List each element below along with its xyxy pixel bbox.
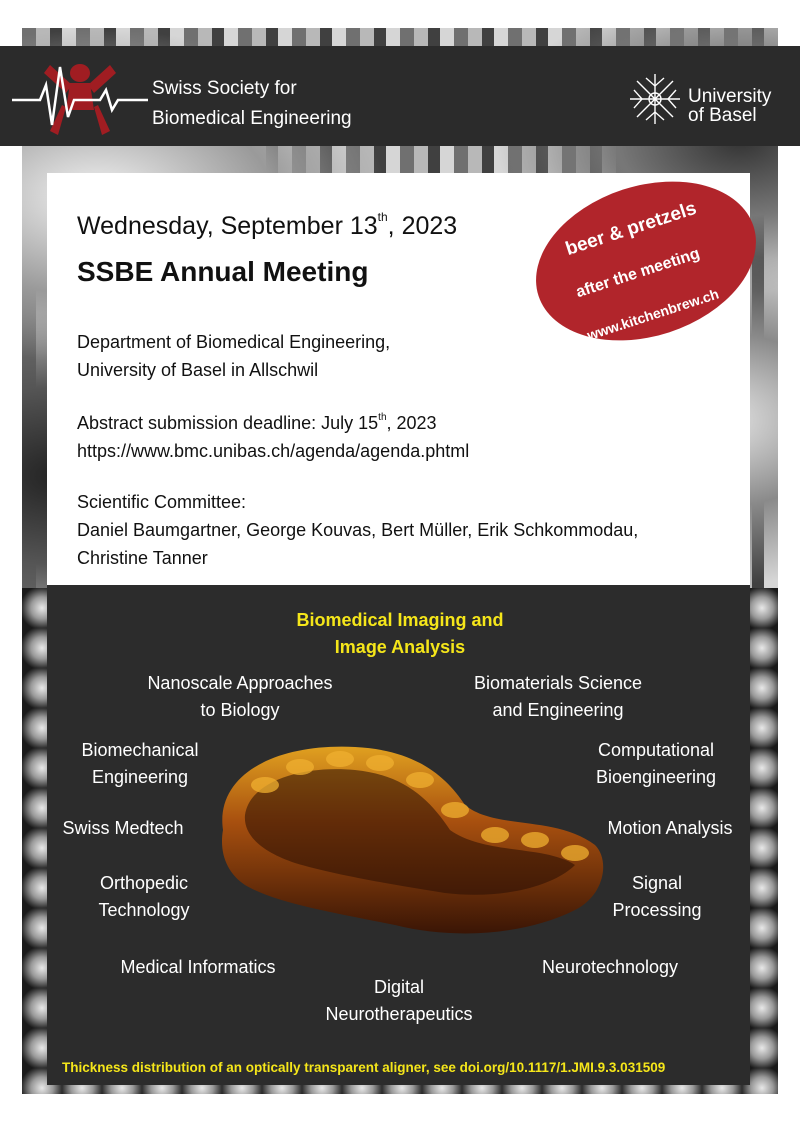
ssbe-logo-icon	[10, 55, 150, 140]
society-name-line1: Swiss Society for	[152, 78, 297, 99]
badge-website[interactable]: www.kitchenbrew.ch	[585, 285, 721, 344]
committee-members-line2: Christine Tanner	[77, 548, 208, 568]
event-date: Wednesday, September 13th, 2023	[77, 210, 458, 240]
topic-motion-analysis: Motion Analysis	[607, 818, 733, 838]
dental-aligner-image	[205, 735, 615, 945]
committee-label: Scientific Committee:	[77, 492, 247, 512]
topic-biomedical-imaging: Biomedical Imaging and Image Analysis	[296, 610, 504, 657]
topic-medical-informatics: Medical Informatics	[120, 957, 276, 977]
meeting-title: SSBE Annual Meeting	[77, 256, 369, 287]
department-line1: Department of Biomedical Engineering,	[77, 332, 391, 352]
topic-biomaterials: Biomaterials Science and Engineering	[473, 673, 643, 720]
topic-digital-neurotherapeutics: Digital Neurotherapeutics	[325, 977, 473, 1024]
image-caption: Thickness distribution of an optically transparent aligner, see doi.org/10.1117/1.JMI.9.3.031509	[62, 1060, 666, 1075]
society-name-line2: Biomedical Engineering	[152, 108, 352, 129]
topic-neurotechnology: Neurotechnology	[541, 957, 679, 977]
university-name-line2: of Basel	[688, 105, 757, 126]
topic-biomechanical: Biomechanical Engineering	[81, 740, 199, 787]
abstract-deadline: Abstract submission deadline: July 15th, 2023	[77, 412, 437, 433]
topic-computational: Computational Bioengineering	[595, 740, 717, 787]
topic-signal-processing: Signal Processing	[612, 873, 702, 920]
topic-nanoscale: Nanoscale Approaches to Biology	[147, 673, 333, 720]
topic-swiss-medtech: Swiss Medtech	[62, 818, 184, 838]
badge-line1: beer & pretzels	[563, 197, 700, 260]
university-name	[688, 87, 771, 125]
university-name-line1: University	[688, 86, 772, 107]
committee-members-line1: Daniel Baumgartner, George Kouvas, Bert Müller, Erik Schkommodau,	[77, 520, 639, 540]
society-name	[152, 74, 352, 134]
topic-orthopedic: Orthopedic Technology	[98, 873, 190, 920]
agenda-link[interactable]: https://www.bmc.unibas.ch/agenda/agenda.phtml	[77, 441, 470, 461]
university-logo-icon	[628, 72, 682, 126]
badge-line2: after the meeting	[574, 245, 702, 302]
department-line2: University of Basel in Allschwil	[77, 360, 319, 380]
